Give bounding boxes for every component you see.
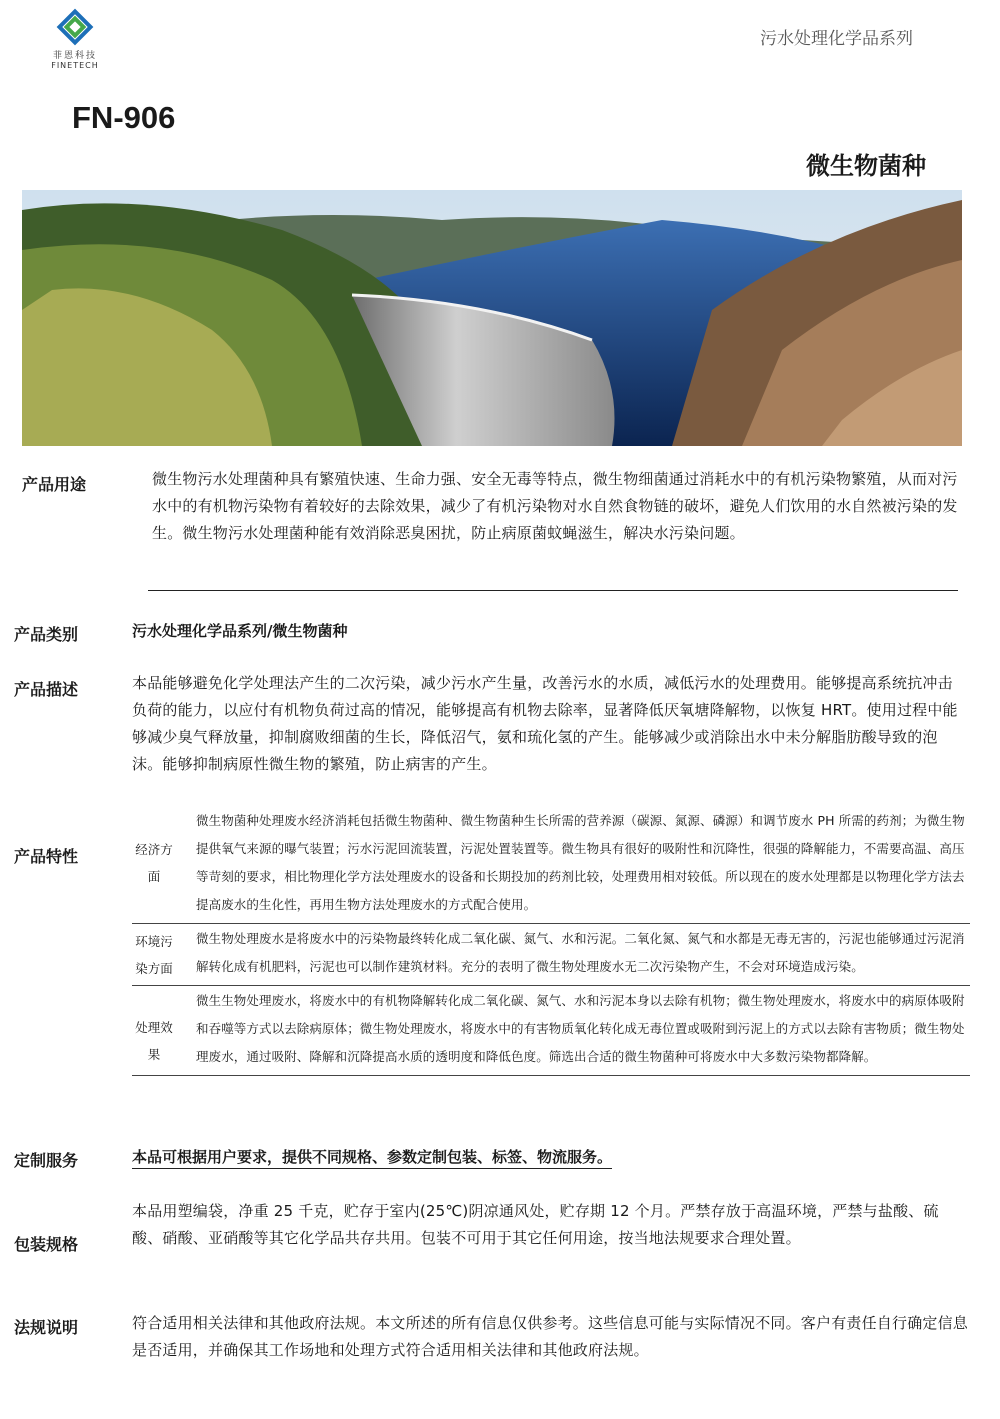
- packaging-label: 包装规格: [14, 1235, 79, 1254]
- category-label: 产品类别: [14, 625, 79, 644]
- custom-label: 定制服务: [14, 1151, 79, 1170]
- finetech-logo-icon: [56, 8, 94, 46]
- category-value: 污水处理化学品系列/微生物菌种: [132, 622, 348, 640]
- company-logo: [40, 8, 110, 70]
- features-row: [132, 924, 970, 986]
- logo-chinese-name: 菲恩科技: [52, 51, 97, 61]
- feature-key: 经济方面: [135, 842, 173, 884]
- feature-text: 微生物菌种处理废水经济消耗包括微生物菌种、微生物菌种生长所需的营养源（碳源、氮源、磷源）和调节废水 PH 所需的药剂；为微生物提供氧气来源的曝气装置；污水污泥回流装置，污泥处置装置等。微生物具有很好的吸附性和沉降性，很强的降解能力，不需要高温、高压等苛刻的要求，相比物理化学方法处理废水的设备和长期投加的药剂比较，处理费用相对较低。所以现在的废水处理都是以物理化学方法去提高废水的生化性，再用生物方法处理废水的方式配合使用。: [196, 813, 965, 912]
- usage-label: 产品用途: [22, 475, 87, 494]
- features-table: [132, 806, 970, 1076]
- packaging-text: 本品用塑编袋，净重 25 千克，贮存于室内(25℃)阴凉通风处，贮存期 12 个月。严禁存放于高温环境，严禁与盐酸、硫酸、硝酸、亚硝酸等其它化学品共存共用。包装不可用于其它任何用途，按当地法规要求合理处置。: [132, 1202, 939, 1247]
- feature-key: 环境污染方面: [135, 934, 173, 976]
- custom-value: 本品可根据用户要求，提供不同规格、参数定制包装、标签、物流服务。: [132, 1146, 612, 1169]
- description-label: 产品描述: [14, 680, 79, 699]
- feature-key: 处理效果: [135, 1020, 173, 1062]
- regulation-label: 法规说明: [14, 1318, 79, 1337]
- logo-english-name: FINETECH: [51, 61, 99, 70]
- feature-text: 微生生物处理废水，将废水中的有机物降解转化成二氧化碳、氮气、水和污泥本身以去除有机物；微生物处理废水，将废水中的病原体吸附和吞噬等方式以去除病原体；微生物处理废水，将废水中的有害物质氧化转化成无毒位置或吸附到污泥上的方式以去除有害物质；微生物处理废水，通过吸附、降解和沉降提高水质的透明度和降低色度。筛选出合适的微生物菌种可将废水中大多数污染物都降解。: [196, 993, 965, 1064]
- series-title: 污水处理化学品系列: [760, 29, 913, 49]
- regulation-text: 符合适用相关法律和其他政府法规。本文所述的所有信息仅供参考。这些信息可能与实际情况不同。客户有责任自行确定信息是否适用，并确保其工作场地和处理方式符合适用相关法律和其他政府法规。: [132, 1314, 969, 1359]
- feature-text: 微生物处理废水是将废水中的污染物最终转化成二氧化碳、氮气、水和污泥。二氧化氮、氮气和水都是无毒无害的，污泥也能够通过污泥消解转化成有机肥料，污泥也可以制作建筑材料。充分的表明了微生物处理废水无二次污染物产生，不会对环境造成污染。: [196, 931, 965, 974]
- usage-text: 微生物污水处理菌种具有繁殖快速、生命力强、安全无毒等特点，微生物细菌通过消耗水中的有机污染物繁殖，从而对污水中的有机物污染物有着较好的去除效果，减少了有机污染物对水自然食物链的破坏，避免人们饮用的水自然被污染的发生。微生物污水处理菌种能有效消除恶臭困扰，防止病原菌蚊蝇滋生，解决水污染问题。: [152, 470, 958, 542]
- description-text: 本品能够避免化学处理法产生的二次污染，减少污水产生量，改善污水的水质，减低污水的处理费用。能够提高系统抗冲击负荷的能力，以应付有机物负荷过高的情况，能够提高有机物去除率，显著降低厌氧塘降解物，以恢复 HRT。使用过程中能够减少臭气释放量，抑制腐败细菌的生长，降低沼气，氨和琉化氢的产生。能够减少或消除出水中未分解脂肪酸导致的泡沫。能够抑制病原性微生物的繁殖，防止病害的产生。: [132, 674, 958, 773]
- features-label: 产品特性: [14, 847, 79, 866]
- product-name: 微生物菌种: [806, 152, 926, 180]
- product-code: FN-906: [72, 100, 176, 135]
- hero-dam-photo: [22, 190, 962, 446]
- features-row: [132, 986, 970, 1076]
- features-row: [132, 806, 970, 924]
- section-divider: [148, 590, 958, 591]
